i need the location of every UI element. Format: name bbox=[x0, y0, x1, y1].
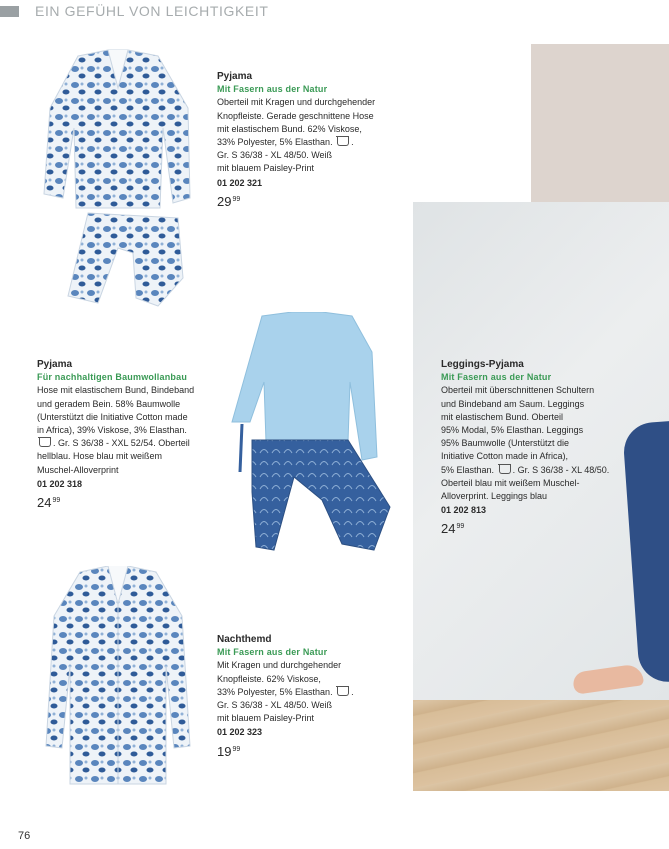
product-image-nachthemd bbox=[42, 566, 194, 786]
product-description-line: Knopfleiste. 62% Viskose, bbox=[217, 673, 321, 684]
product-leggings-pyjama: Leggings-Pyjama Mit Fasern aus der Natur Oberteil mit überschnittenen Schultern und Bindeband am Saum. Leggings mit elastischem Bund. Oberteil 95% Modal, 5% Elasthan. Leggings 95% Baumwolle (Unterstützt die Initiative Cotton made in Africa), 5% Elasthan. . Gr. S 36/38 - XL 48/50. Oberteil blau mit weißem Muschel- Alloverprint. Leggings blau 01 202 813 $24^{99}$ bbox=[441, 359, 610, 537]
product-subtitle: Mit Fasern aus der Natur bbox=[217, 647, 328, 658]
wash-tub-icon bbox=[337, 137, 349, 146]
price-cents: 99 bbox=[232, 745, 241, 753]
product-description-line: Muschel-Alloverprint bbox=[37, 464, 119, 475]
product-description-line: Oberteil mit Kragen und durchgehender bbox=[217, 97, 376, 108]
product-title: Pyjama bbox=[217, 71, 253, 82]
wash-tub-icon bbox=[499, 465, 511, 474]
price-cents: 99 bbox=[456, 523, 465, 531]
product-description-line: hellblau. Hose blau mit weißem bbox=[37, 451, 163, 462]
product-subtitle: Mit Fasern aus der Natur bbox=[441, 372, 552, 383]
product-description-line: Oberteil mit überschnittenen Schultern bbox=[441, 385, 595, 396]
header-bar bbox=[0, 6, 19, 17]
price bbox=[217, 193, 375, 208]
product-description-line: und Bindeband am Saum. Leggings bbox=[441, 398, 585, 409]
product-description-line: mit blauem Paisley-Print bbox=[217, 163, 315, 174]
wash-tub-icon bbox=[337, 687, 349, 696]
product-description-line: 33% Polyester, 5% Elasthan. bbox=[217, 137, 333, 148]
photo-wooden-floor bbox=[413, 700, 669, 791]
price bbox=[441, 520, 609, 535]
product-pyjama-paisley: Pyjama Mit Fasern aus der Natur Oberteil mit Kragen und durchgehender Knopfleiste. Gerade geschnittene Hose mit elastischem Bund. 62% Viskose, 33% Polyester, 5% Elasthan. . Gr. S 36/38 - XL 48/50. Weiß mit blauem Paisley-Print 01 202 321 $29^{99}$ bbox=[217, 71, 376, 209]
product-title: Leggings-Pyjama bbox=[441, 359, 524, 370]
product-description-line: Oberteil blau mit weißem Muschel- bbox=[441, 477, 580, 488]
product-subtitle: Mit Fasern aus der Natur bbox=[217, 84, 328, 95]
price bbox=[217, 743, 354, 758]
article-number: 01 202 318 bbox=[37, 478, 83, 489]
product-description-line: Initiative Cotton made in Africa), bbox=[441, 451, 569, 462]
product-description-line: Knopfleiste. Gerade geschnittene Hose bbox=[217, 110, 374, 121]
price bbox=[37, 494, 194, 509]
product-subtitle: Für nachhaltigen Baumwollanbau bbox=[37, 372, 188, 383]
product-description-line: mit elastischem Bund. 62% Viskose, bbox=[217, 123, 362, 134]
section-title: EIN GEFÜHL VON LEICHTIGKEIT bbox=[35, 3, 269, 19]
photo-panel-beige bbox=[531, 44, 669, 202]
price-cents: 99 bbox=[232, 195, 241, 203]
product-description-line: Gr. S 36/38 - XL 48/50. bbox=[517, 464, 610, 475]
product-description-line: Gr. S 36/38 - XL 48/50. Weiß bbox=[217, 150, 333, 161]
page-number: 76 bbox=[18, 830, 31, 842]
product-image-pyjama-paisley bbox=[38, 48, 198, 310]
product-description-line: 33% Polyester, 5% Elasthan. bbox=[217, 686, 333, 697]
product-image-pyjama-lightblue bbox=[222, 312, 394, 552]
product-title: Nachthemd bbox=[217, 634, 272, 645]
product-description-line: mit blauem Paisley-Print bbox=[217, 713, 315, 724]
wash-tub-icon bbox=[39, 438, 51, 447]
product-pyjama-cotton: Pyjama Für nachhaltigen Baumwollanbau Hose mit elastischem Bund, Bindeband und geradem Bein. 58% Baumwolle (Unterstützt die Initiative Cotton made in Africa), 39% Viskose, 3% Elasthan. . Gr. S 36/38 - XXL 52/54. Oberteil hellblau. Hose blau mit weißem Muschel-Alloverprint 01 202 318 $24^{99}$ bbox=[37, 359, 195, 511]
price-main: 29 bbox=[217, 193, 232, 209]
product-description-line: 5% Elasthan. bbox=[441, 464, 495, 475]
article-number: 01 202 813 bbox=[441, 505, 487, 516]
price-main: 24 bbox=[441, 521, 456, 537]
product-description-line: und geradem Bein. 58% Baumwolle bbox=[37, 398, 181, 409]
product-description-line: (Unterstützt die Initiative Cotton made bbox=[37, 411, 188, 422]
product-description-line: mit elastischem Bund. Oberteil bbox=[441, 411, 564, 422]
article-number: 01 202 323 bbox=[217, 727, 263, 738]
price-cents: 99 bbox=[52, 497, 61, 505]
product-description-line: in Africa), 39% Viskose, 3% Elasthan. bbox=[37, 425, 187, 436]
product-title: Pyjama bbox=[37, 359, 73, 370]
price-main: 24 bbox=[37, 495, 52, 511]
product-description-line: Gr. S 36/38 - XXL 52/54. Oberteil bbox=[58, 438, 190, 449]
product-description-line: Alloverprint. Leggings blau bbox=[441, 491, 548, 502]
product-description-line: Mit Kragen und durchgehender bbox=[217, 660, 342, 671]
article-number: 01 202 321 bbox=[217, 177, 263, 188]
price-main: 19 bbox=[217, 743, 232, 759]
product-description-line: Gr. S 36/38 - XL 48/50. Weiß bbox=[217, 700, 333, 711]
product-nachthemd: Nachthemd Mit Fasern aus der Natur Mit Kragen und durchgehender Knopfleiste. 62% Viskose, 33% Polyester, 5% Elasthan. . Gr. S 36/38 - XL 48/50. Weiß mit blauem Paisley-Print 01 202 323 $19^{99}$ bbox=[217, 634, 354, 759]
product-description-line: 95% Baumwolle (Unterstützt die bbox=[441, 438, 570, 449]
product-description-line: 95% Modal, 5% Elasthan. Leggings bbox=[441, 425, 584, 436]
product-description-line: Hose mit elastischem Bund, Bindeband bbox=[37, 385, 195, 396]
